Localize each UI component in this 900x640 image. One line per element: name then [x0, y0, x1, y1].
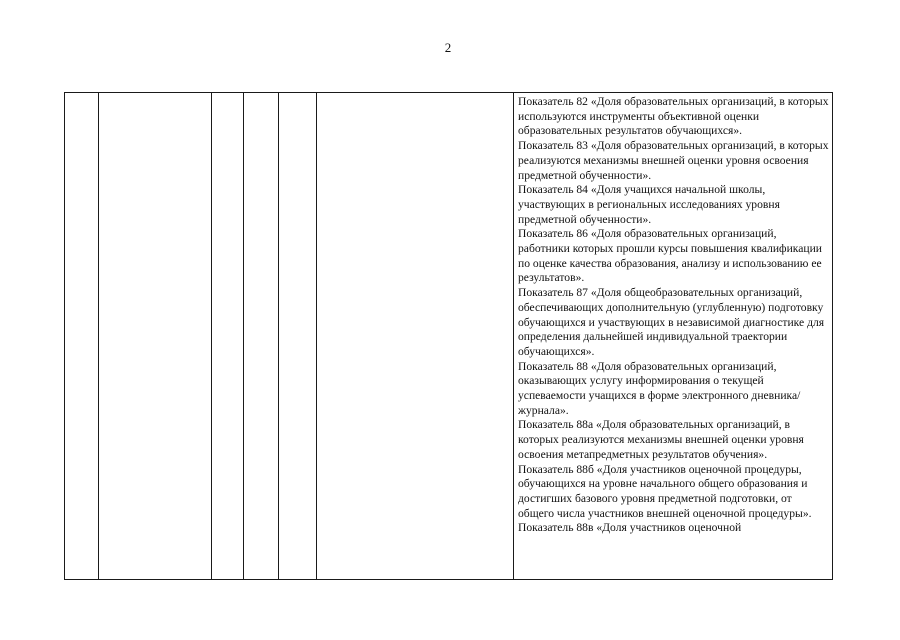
table-row: [65, 93, 833, 580]
table-cell-col-5: [279, 93, 317, 580]
indicator-88b: Показатель 88б «Доля участников оценочной процедуры, обучающихся на уровне начального общего образования и достигших базового уровня предметной подготовки, от общего числа участников внешней оценочной процедуры».: [518, 462, 812, 520]
table-cell-col-1: [65, 93, 99, 580]
page-number: 2: [444, 40, 452, 55]
table-cell-col-2: [99, 93, 212, 580]
table-cell-col-4: [244, 93, 279, 580]
indicator-83: Показатель 83 «Доля образовательных организаций, в которых реализуются механизмы внешней оценки уровня освоения предметной обученности».: [518, 139, 829, 182]
indicator-87: Показатель 87 «Доля общеобразовательных организаций, обеспечивающих дополнительную (углубленную) подготовку обучающихся и участвующих в независимой диагностике для определения дальнейшей индивидуальной траектории обучающихся».: [518, 286, 825, 358]
indicator-88a: Показатель 88а «Доля образовательных организаций, в которых реализуются механизмы внешней оценки уровня освоения метапредметных результатов обучения».: [518, 418, 804, 461]
indicator-84: Показатель 84 «Доля учащихся начальной школы, участвующих в региональных исследованиях уровня предметной обученности».: [518, 183, 780, 226]
table-cell-col-3: [212, 93, 244, 580]
indicator-88v: Показатель 88в «Доля участников оценочной: [518, 521, 742, 535]
indicators-cell: [514, 93, 833, 580]
table-cell-col-6: [317, 93, 514, 580]
document-table: [64, 92, 833, 580]
indicators-list: [518, 95, 830, 579]
indicator-88: Показатель 88 «Доля образовательных организаций, оказывающих услугу информирования о текущей успеваемости учащихся в форме электронного дневника/журнала».: [518, 359, 801, 417]
indicator-86: Показатель 86 «Доля образовательных организаций, работники которых прошли курсы повышения квалификации по оценке качества образования, анализу и использованию ее результатов».: [518, 227, 822, 285]
indicator-82: Показатель 82 «Доля образовательных организаций, в которых используются инструменты объективной оценки образовательных результатов обучающихся».: [518, 95, 829, 138]
